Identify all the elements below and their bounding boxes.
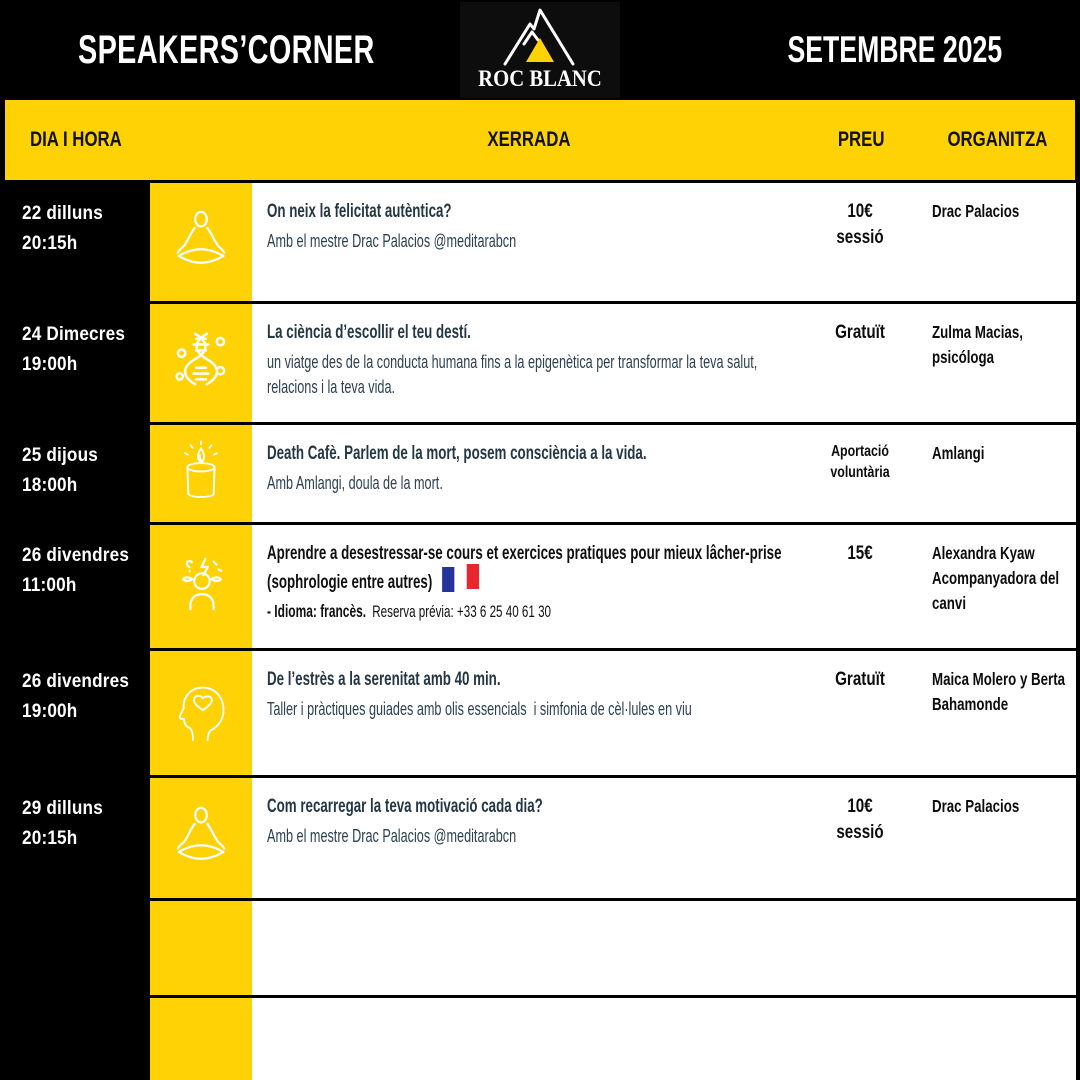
price-cell — [800, 651, 920, 775]
price-value: 10€ sessió — [836, 201, 884, 248]
organizer-cell — [920, 651, 1076, 775]
icon-cell — [150, 998, 252, 1080]
price-cell — [800, 425, 920, 522]
date-cell — [0, 998, 150, 1080]
talk-cell — [252, 425, 800, 522]
event-time: 11:00h — [22, 574, 77, 596]
organizer-cell — [920, 998, 1076, 1080]
logo-text: ROC BLANC — [478, 66, 602, 91]
talk-title: Aprendre a desestressar-se cours et exercices pratiques pour mieux lâcher-prise (sophrologie entre autres) — [267, 542, 782, 593]
table-row — [0, 522, 1080, 648]
event-day: 26 divendres — [22, 544, 130, 566]
roc-blanc-logo — [460, 2, 620, 98]
poster-header — [0, 0, 1080, 100]
talk-description: Amb el mestre Drac Palacios @meditarabcn — [267, 230, 517, 251]
table-row — [0, 995, 1080, 1080]
talk-cell — [252, 901, 800, 995]
talk-title: De l’estrès a la serenitat amb 40 min. — [267, 668, 501, 690]
event-day: 26 divendres — [22, 670, 130, 692]
talk-title: Com recarregar la teva motivació cada dia? — [267, 795, 543, 817]
organizer-name: Zulma Macias, psicóloga — [932, 322, 1023, 367]
event-time: 19:00h — [22, 353, 78, 375]
talk-cell — [252, 525, 800, 648]
event-day: 24 Dimecres — [22, 323, 126, 345]
event-time: 20:15h — [22, 232, 78, 254]
organizer-cell — [920, 901, 1076, 995]
price-value: 15€ — [847, 543, 873, 564]
talk-cell — [252, 183, 800, 301]
date-cell — [0, 651, 150, 775]
date-cell — [0, 304, 150, 422]
price-cell — [800, 901, 920, 995]
talk-description: un viatge des de la conducta humana fins a la epigenètica per transformar la teva salut, relacions i la teva vida. — [267, 351, 761, 397]
talk-cell — [252, 998, 800, 1080]
organizer-name: Drac Palacios — [932, 201, 1020, 221]
event-time: 18:00h — [22, 474, 78, 496]
talk-description: Taller i pràctiques guiades amb olis essencials i simfonia de cèl·lules en viu — [267, 698, 692, 719]
table-header-row — [5, 100, 1075, 180]
poster-title: SPEAKERS’CORNER — [78, 27, 375, 72]
rows — [0, 180, 1080, 1080]
event-day: 25 dijous — [22, 444, 98, 466]
price-cell — [800, 998, 920, 1080]
talk-description: Amb Amlangi, doula de la mort. — [267, 472, 443, 493]
table-row — [0, 898, 1080, 995]
talk-note-language: - Idioma: francès. — [267, 601, 367, 621]
talk-cell — [252, 304, 800, 422]
organizer-name: Maica Molero y Berta Bahamonde — [932, 669, 1066, 714]
organizer-cell — [920, 304, 1076, 422]
event-day: 29 dilluns — [22, 797, 103, 819]
date-cell — [0, 183, 150, 301]
price-cell — [800, 778, 920, 898]
event-time: 20:15h — [22, 827, 78, 849]
france-flag-icon — [442, 567, 479, 592]
organizer-cell — [920, 525, 1076, 648]
price-value: Aportació voluntària — [830, 443, 890, 481]
organizer-cell — [920, 183, 1076, 301]
column-header-xerrada: XERRADA — [487, 128, 571, 151]
table-row — [0, 422, 1080, 522]
price-cell — [800, 304, 920, 422]
talk-note — [267, 601, 801, 622]
price-cell — [800, 183, 920, 301]
date-cell — [0, 778, 150, 898]
column-header-dia-i-hora: DIA I HORA — [30, 128, 122, 151]
talk-description: Amb el mestre Drac Palacios @meditarabcn — [267, 825, 517, 846]
poster-period: SETEMBRE 2025 — [787, 29, 1002, 70]
talk-cell — [252, 778, 800, 898]
column-header-organitza: ORGANITZA — [947, 128, 1048, 151]
table-row — [0, 301, 1080, 422]
price-value: 10€ sessió — [836, 796, 884, 843]
price-cell — [800, 525, 920, 648]
price-value: Gratuït — [835, 322, 885, 343]
organizer-name: Drac Palacios — [932, 796, 1020, 816]
event-day: 22 dilluns — [22, 202, 103, 224]
event-time: 19:00h — [22, 700, 78, 722]
date-cell — [0, 525, 150, 648]
table-row — [0, 648, 1080, 775]
talk-title: On neix la felicitat autèntica? — [267, 200, 452, 222]
organizer-name: Alexandra Kyaw Acompanyadora del canvi — [932, 543, 1060, 613]
date-cell — [0, 425, 150, 522]
talk-cell — [252, 651, 800, 775]
table-row — [0, 180, 1080, 301]
icon-cell — [150, 901, 252, 995]
talk-note-reservation: Reserva prévia: +33 6 25 40 61 30 — [372, 602, 552, 621]
column-header-preu: PREU — [837, 128, 885, 151]
talk-title: La ciència d’escollir el teu destí. — [267, 321, 471, 343]
table-row — [0, 775, 1080, 898]
organizer-cell — [920, 425, 1076, 522]
organizer-name: Amlangi — [932, 443, 985, 463]
talk-title: Death Cafè. Parlem de la mort, posem consciència a la vida. — [267, 442, 647, 464]
mountain-icon — [460, 2, 620, 68]
price-value: Gratuït — [835, 669, 885, 690]
date-cell — [0, 901, 150, 995]
organizer-cell — [920, 778, 1076, 898]
